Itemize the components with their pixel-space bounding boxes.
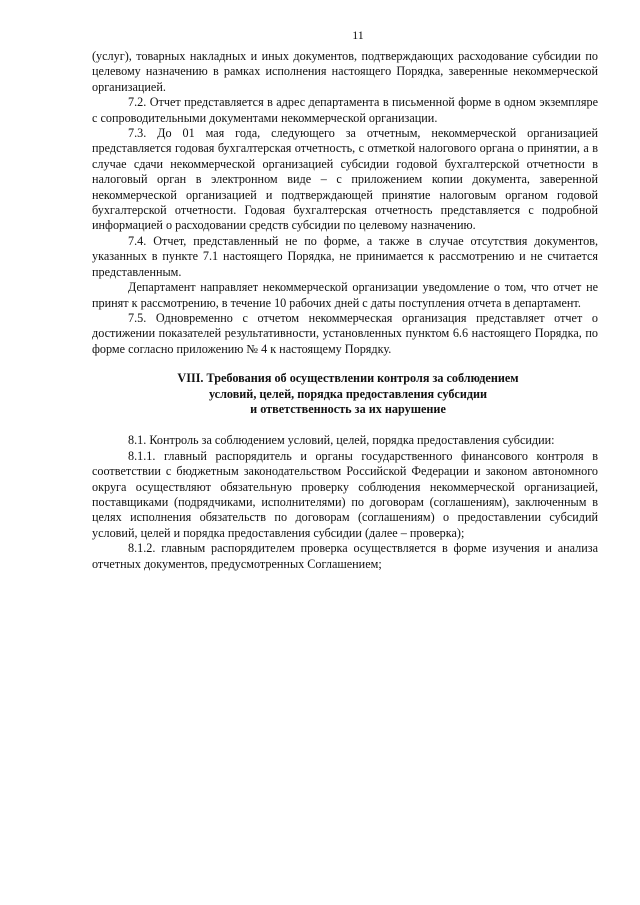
paragraph-8-1: 8.1. Контроль за соблюдением условий, целей, порядка предоставления субсидии: <box>128 433 555 448</box>
section-heading-line-3: и ответственность за их нарушение <box>250 401 446 416</box>
paragraph-8-1-1: 8.1.1. главный распорядитель и органы государственного финансового контроля в соответствии с бюджетным законодательством Российской Федерации и законом автономного округа осуществляют обязательную проверку соблюдения некоммерческой организацией, поставщиками (подрядчиками, исполнителями) по договорам (соглашениям), заключенным в целях исполнения обязательств по договорам (соглашениям) о предоставлении субсидий условий, целей и порядка предоставления субсидии (далее – проверка); <box>92 448 598 540</box>
paragraph-8-1-2: 8.1.2. главным распорядителем проверка осуществляется в форме изучения и анализа отчетных документов, предусмотренных Соглашением; <box>92 541 598 571</box>
paragraph-7-4: 7.4. Отчет, представленный не по форме, а также в случае отсутствия документов, указанных в пункте 7.1 настоящего Порядка, не принимается к рассмотрению и не считается представленным. <box>92 233 598 279</box>
paragraph-7-2: 7.2. Отчет представляется в адрес департамента в письменной форме в одном экземпляре с сопроводительными документами некоммерческой организации. <box>92 95 598 125</box>
section-heading-line-2: условий, целей, порядка предоставления субсидии <box>208 386 488 401</box>
section-heading-line-1: VIII. Требования об осуществлении контроля за соблюдением <box>177 371 519 386</box>
paragraph-continuation: (услуг), товарных накладных и иных документов, подтверждающих расходование субсидии по целевому назначению в рамках исполнения настоящего Порядка, заверенные некоммерческой организацией. <box>92 49 598 94</box>
document-page <box>92 28 598 572</box>
paragraph-7-5: 7.5. Одновременно с отчетом некоммерческая организация представляет отчет о достижении показателей результативности, установленных пунктом 6.6 настоящего Порядка, по форме согласно приложению № 4 к настоящему Порядку. <box>92 310 598 356</box>
paragraph-7-3: 7.3. До 01 мая года, следующего за отчетным, некоммерческой организацией представляется годовая бухгалтерская отчетность, с отметкой налогового органа о принятии, а в случае сдачи некоммерческой организацией субсидии годовой бухгалтерской отчетности в налоговый орган в электронном виде – с приложением копии документа, заверенной некоммерческой организацией и подтверждающей принятие налоговым органом годовой бухгалтерской отчетности. Годовая бухгалтерская отчетность представляется с подробной информацией о расходовании средств субсидии по целевому назначению. <box>92 126 598 233</box>
page-number: 11 <box>352 28 364 42</box>
paragraph-department-notice: Департамент направляет некоммерческой организации уведомление о том, что отчет не принят к рассмотрению, в течение 10 рабочих дней с даты поступления отчета в департамент. <box>92 280 598 310</box>
section-heading <box>92 371 598 417</box>
